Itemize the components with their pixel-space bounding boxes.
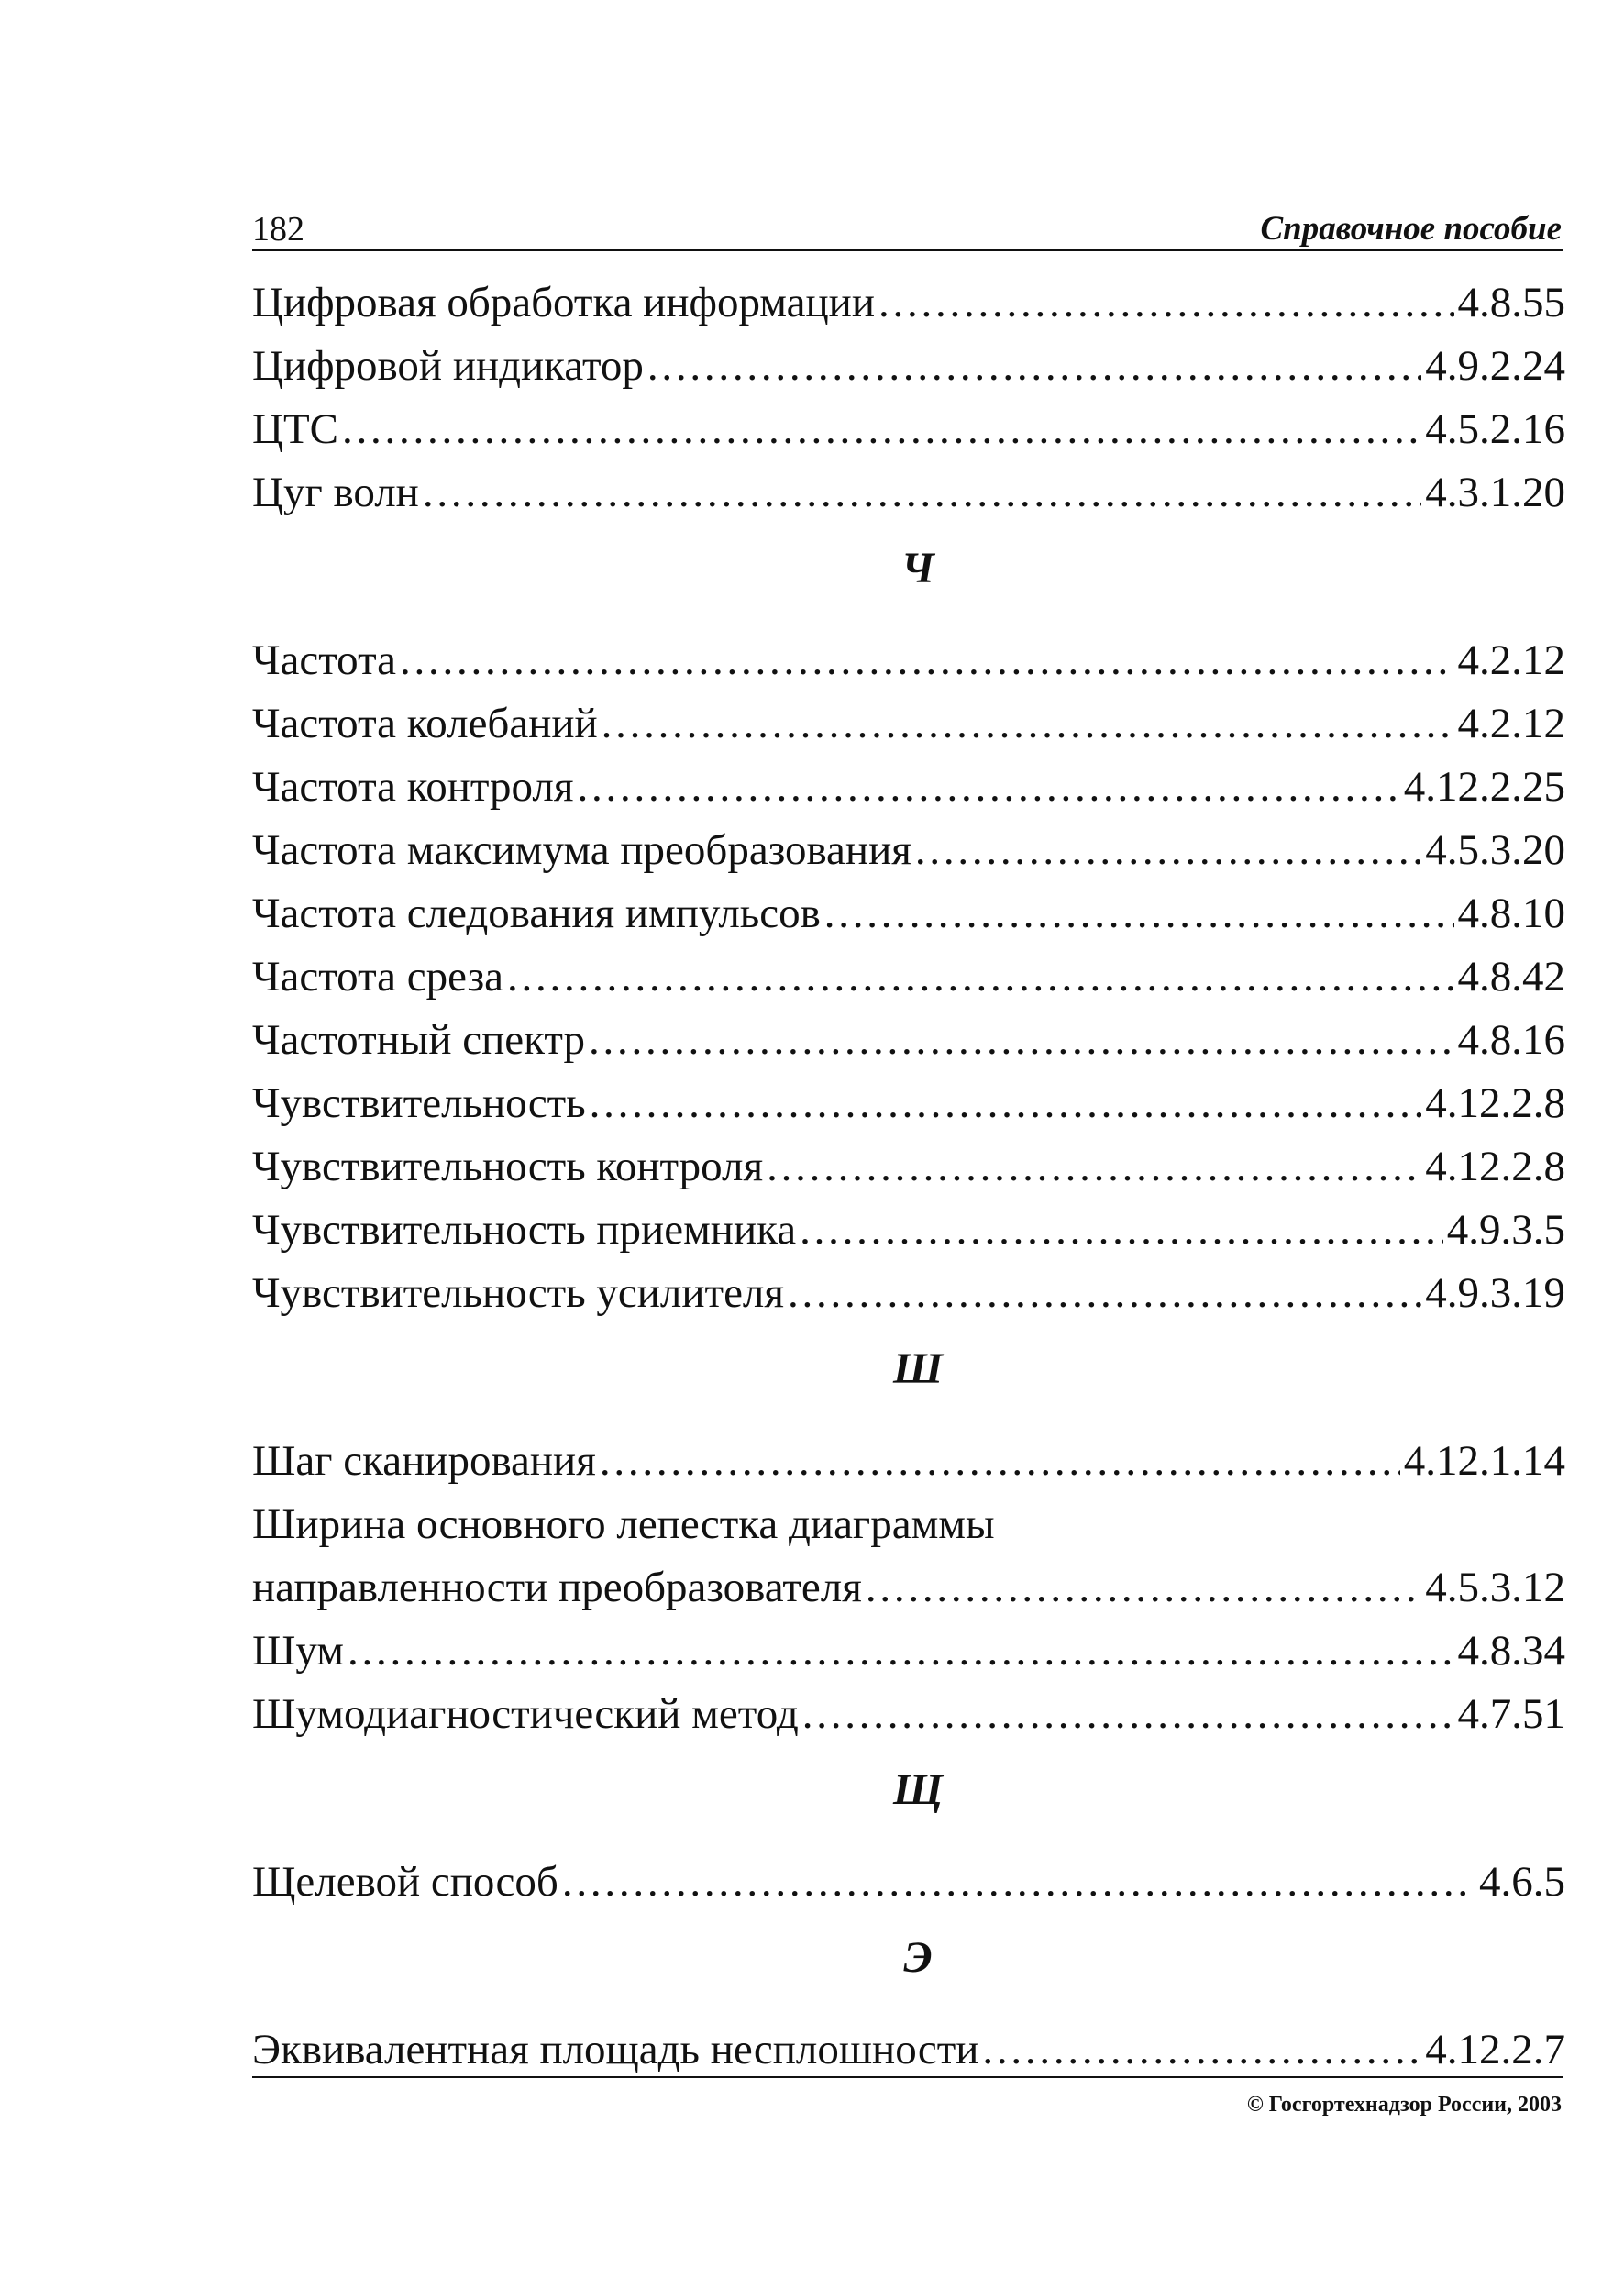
index-term: Частота максимума преобразования: [252, 826, 911, 874]
section-reference: 4.5.3.12: [1425, 1564, 1565, 1611]
index-entry: [252, 756, 1565, 819]
footer-rule: [252, 2076, 1563, 2078]
index-term: Цуг волн: [252, 469, 419, 516]
dot-leader: [878, 271, 1454, 335]
index-term: Цифровая обработка информации: [252, 279, 875, 326]
dot-leader: [824, 882, 1454, 945]
index-term: ЦТС: [252, 405, 338, 453]
section-reference: 4.9.3.19: [1425, 1269, 1565, 1317]
dot-leader: [562, 1851, 1475, 1914]
section-reference: 4.6.5: [1479, 1858, 1565, 1906]
index-entry: [252, 1430, 1565, 1493]
dot-leader: [915, 819, 1421, 882]
section-reference: 4.5.2.16: [1425, 405, 1565, 453]
index-entry: [252, 1620, 1565, 1683]
index-entry: [252, 629, 1565, 692]
dot-leader: [767, 1135, 1421, 1199]
section-reference: 4.12.1.14: [1403, 1437, 1565, 1485]
section-reference: 4.2.12: [1457, 636, 1565, 684]
page-number: 182: [252, 210, 304, 249]
dot-leader: [647, 335, 1421, 398]
section-reference: 4.8.10: [1457, 890, 1565, 937]
index-entry: [252, 335, 1565, 398]
index-entry: [252, 1135, 1565, 1199]
section-reference: 4.8.34: [1457, 1627, 1565, 1675]
section-reference: 4.8.55: [1457, 279, 1565, 326]
index-term: Частотный спектр: [252, 1016, 585, 1064]
index-entry: [252, 1851, 1565, 1914]
index-term: Чувствительность: [252, 1079, 586, 1127]
dot-leader: [423, 461, 1421, 525]
index-entry: [252, 271, 1565, 335]
index-entry: [252, 1262, 1565, 1325]
index-term: направленности преобразователя: [252, 1564, 862, 1611]
index-term: Частота: [252, 636, 397, 684]
section-letter: Щ: [892, 1765, 944, 1814]
section-letter: Ч: [901, 544, 934, 592]
index-entry: [252, 1072, 1565, 1135]
dot-leader: [802, 1683, 1454, 1746]
index-term: Шаг сканирования: [252, 1437, 596, 1485]
section-reference: 4.9.3.5: [1446, 1206, 1565, 1254]
index-term: Шумодиагностический метод: [252, 1690, 799, 1738]
index-entry: [252, 819, 1565, 882]
index-term: Чувствительность усилителя: [252, 1269, 784, 1317]
section-reference: 4.12.2.8: [1425, 1079, 1565, 1127]
index-term: Частота контроля: [252, 763, 574, 811]
dot-leader: [348, 1620, 1453, 1683]
dot-leader: [788, 1262, 1421, 1325]
index-term: Шум: [252, 1627, 345, 1675]
section-reference: 4.9.2.24: [1425, 342, 1565, 390]
dot-leader: [866, 1556, 1421, 1620]
section-reference: 4.7.51: [1457, 1690, 1565, 1738]
dot-leader: [982, 2018, 1421, 2082]
index-entry: [252, 1683, 1565, 1746]
index-entry: [252, 398, 1565, 461]
copyright-notice: © Госгортехнадзор России, 2003: [1246, 2093, 1562, 2117]
section-spacer: [252, 1834, 1565, 1851]
index-entry: [252, 945, 1565, 1009]
index-entry: [252, 1199, 1565, 1262]
section-reference: 4.12.2.7: [1425, 2026, 1565, 2073]
index-entry: [252, 2018, 1565, 2082]
section-spacer: [252, 1413, 1565, 1430]
index-term-line: Ширина основного лепестка диаграммы: [252, 1500, 995, 1548]
section-reference: 4.8.16: [1457, 1016, 1565, 1064]
section-spacer: [252, 2002, 1565, 2018]
section-letter: Ш: [892, 1344, 944, 1393]
index-term: Частота среза: [252, 953, 504, 1001]
dot-leader: [400, 629, 1453, 692]
index-term: Частота колебаний: [252, 700, 598, 747]
index-term: Цифровой индикатор: [252, 342, 644, 390]
section-reference: 4.3.1.20: [1425, 469, 1565, 516]
section-reference: 4.2.12: [1457, 700, 1565, 747]
dot-leader: [800, 1199, 1443, 1262]
index-term: Чувствительность приемника: [252, 1206, 797, 1254]
section-letter: Э: [903, 1933, 933, 1982]
index-entry: [252, 692, 1565, 756]
index-term: Частота следования импульсов: [252, 890, 821, 937]
dot-leader: [590, 1072, 1422, 1135]
index-term: Щелевой способ: [252, 1858, 558, 1906]
index-entry: [252, 461, 1565, 525]
index-term: Чувствительность контроля: [252, 1143, 764, 1190]
index-term-line: [252, 1556, 1565, 1620]
subject-index: [252, 271, 1565, 2082]
index-entry: [252, 1009, 1565, 1072]
index-entry: [252, 1493, 1565, 1620]
index-term: Эквивалентная площадь несплошности: [252, 2026, 979, 2073]
section-spacer: [252, 613, 1565, 629]
dot-leader: [600, 1430, 1400, 1493]
dot-leader: [589, 1009, 1454, 1072]
section-reference: 4.5.3.20: [1425, 826, 1565, 874]
section-reference: 4.12.2.25: [1403, 763, 1565, 811]
dot-leader: [507, 945, 1453, 1009]
dot-leader: [602, 692, 1454, 756]
section-reference: 4.12.2.8: [1425, 1143, 1565, 1190]
index-entry: [252, 882, 1565, 945]
running-title: Справочное пособие: [1260, 210, 1562, 248]
header-rule: [252, 249, 1563, 251]
section-reference: 4.8.42: [1457, 953, 1565, 1001]
dot-leader: [342, 398, 1421, 461]
dot-leader: [577, 756, 1399, 819]
